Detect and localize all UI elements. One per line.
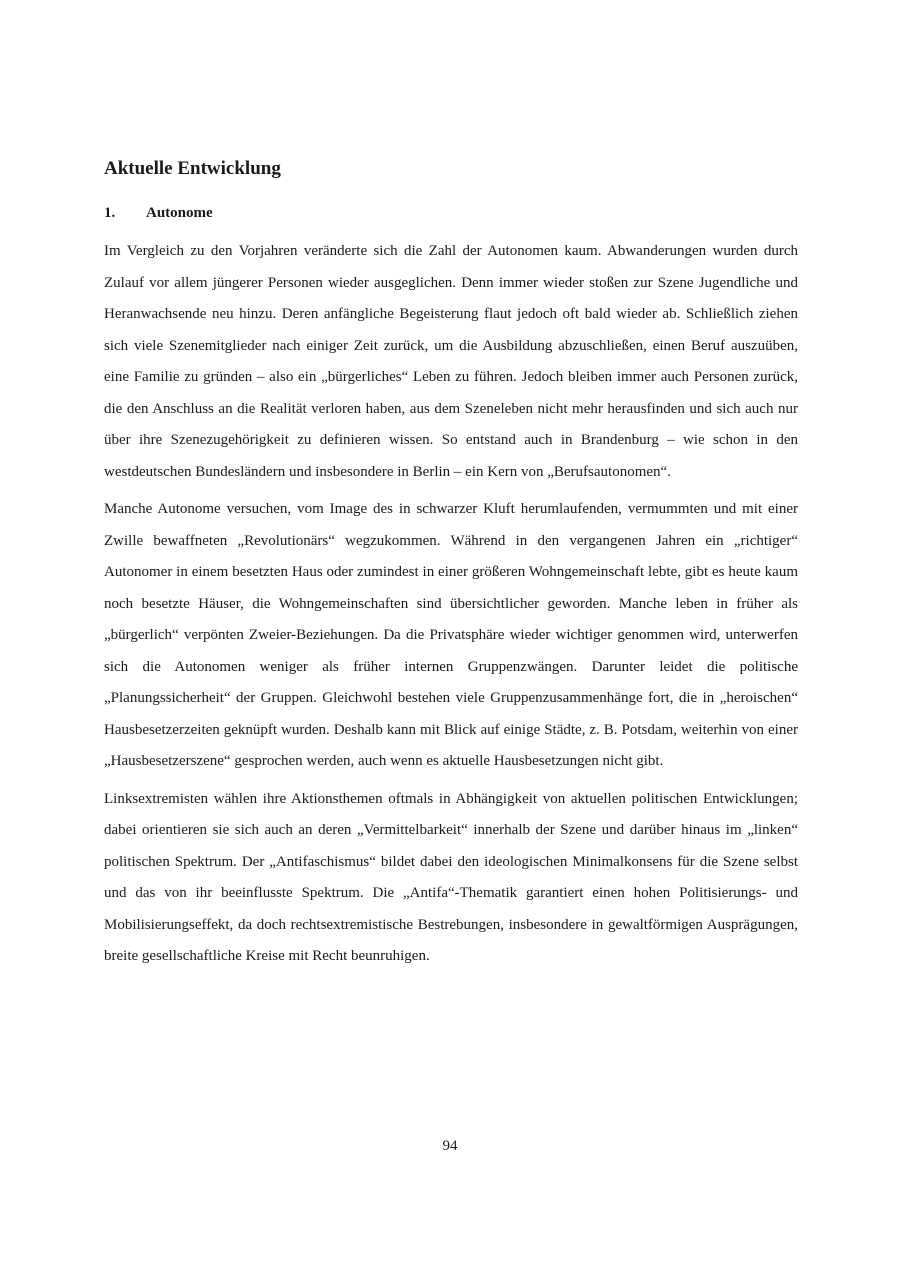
document-page: [104, 156, 798, 979]
page-number: 94: [442, 1138, 458, 1154]
paragraph-1: Im Vergleich zu den Vorjahren veränderte sich die Zahl der Autonomen kaum. Abwanderungen wurden durch Zulauf vor allem jüngerer Personen wieder ausgeglichen. Denn immer wieder stoßen zur Szene Jugendliche und Heranwachsende neu hinzu. Deren anfängliche Begeisterung flaut jedoch oft bald wieder ab. Schließlich ziehen sich viele Szenemitglieder nach einiger Zeit zurück, um die Ausbildung abzuschließen, einen Beruf auszuüben, eine Familie zu gründen – also ein „bürgerliches“ Leben zu führen. Jedoch bleiben immer auch Personen zurück, die den Anschluss an die Realität verloren haben, aus dem Szeneleben nicht mehr herausfinden und sich auch nur über ihre Szenezugehörigkeit zu definieren wissen. So entstand auch in Brandenburg – wie schon in den westdeutschen Bundesländern und insbesondere in Berlin – ein Kern von „Berufsautonomen“.: [104, 243, 798, 480]
paragraph-3: Linksextremisten wählen ihre Aktionsthemen oftmals in Abhängigkeit von aktuellen politischen Entwicklungen; dabei orientieren sie sich auch an deren „Vermittelbarkeit“ innerhalb der Szene und darüber hinaus im „linken“ politischen Spektrum. Der „Antifaschismus“ bildet dabei den ideologischen Minimalkonsens für die Szene selbst und das von ihr beeinflusste Spektrum. Die „Antifa“-Thematik garantiert einen hohen Politisierungs- und Mobilisierungseffekt, da doch rechtsextremistische Bestrebungen, insbesondere in gewaltförmigen Ausprägungen, breite gesellschaftliche Kreise mit Recht beunruhigen.: [104, 790, 798, 964]
paragraph-2: Manche Autonome versuchen, vom Image des in schwarzer Kluft herumlaufenden, vermummten und mit einer Zwille bewaffneten „Revolutionärs“ wegzukommen. Während in den vergangenen Jahren ein „richtiger“ Autonomer in einem besetzten Haus oder zumindest in einer größeren Wohngemeinschaft lebte, gibt es heute kaum noch besetzte Häuser, die Wohngemeinschaften sind übersichtlicher geworden. Manche leben in früher als „bürgerlich“ verpönten Zweier-Beziehungen. Da die Privatsphäre wieder wichtiger genommen wird, unterwerfen sich die Autonomen weniger als früher internen Gruppenzwängen. Darunter leidet die politische „Planungssicherheit“ der Gruppen. Gleichwohl bestehen viele Gruppenzusammenhänge fort, die in „heroischen“ Hausbesetzerzeiten geknüpft wurden. Deshalb kann mit Blick auf einige Städte, z. B. Potsdam, weiterhin von einer „Hausbesetzerszene“ gesprochen werden, auch wenn es aktuelle Hausbesetzungen nicht gibt.: [104, 501, 798, 769]
subsection-heading: [104, 202, 798, 224]
subsection-title: Autonome: [146, 205, 213, 221]
subsection-number: 1.: [104, 205, 116, 221]
section-title: Aktuelle Entwicklung: [104, 158, 281, 179]
